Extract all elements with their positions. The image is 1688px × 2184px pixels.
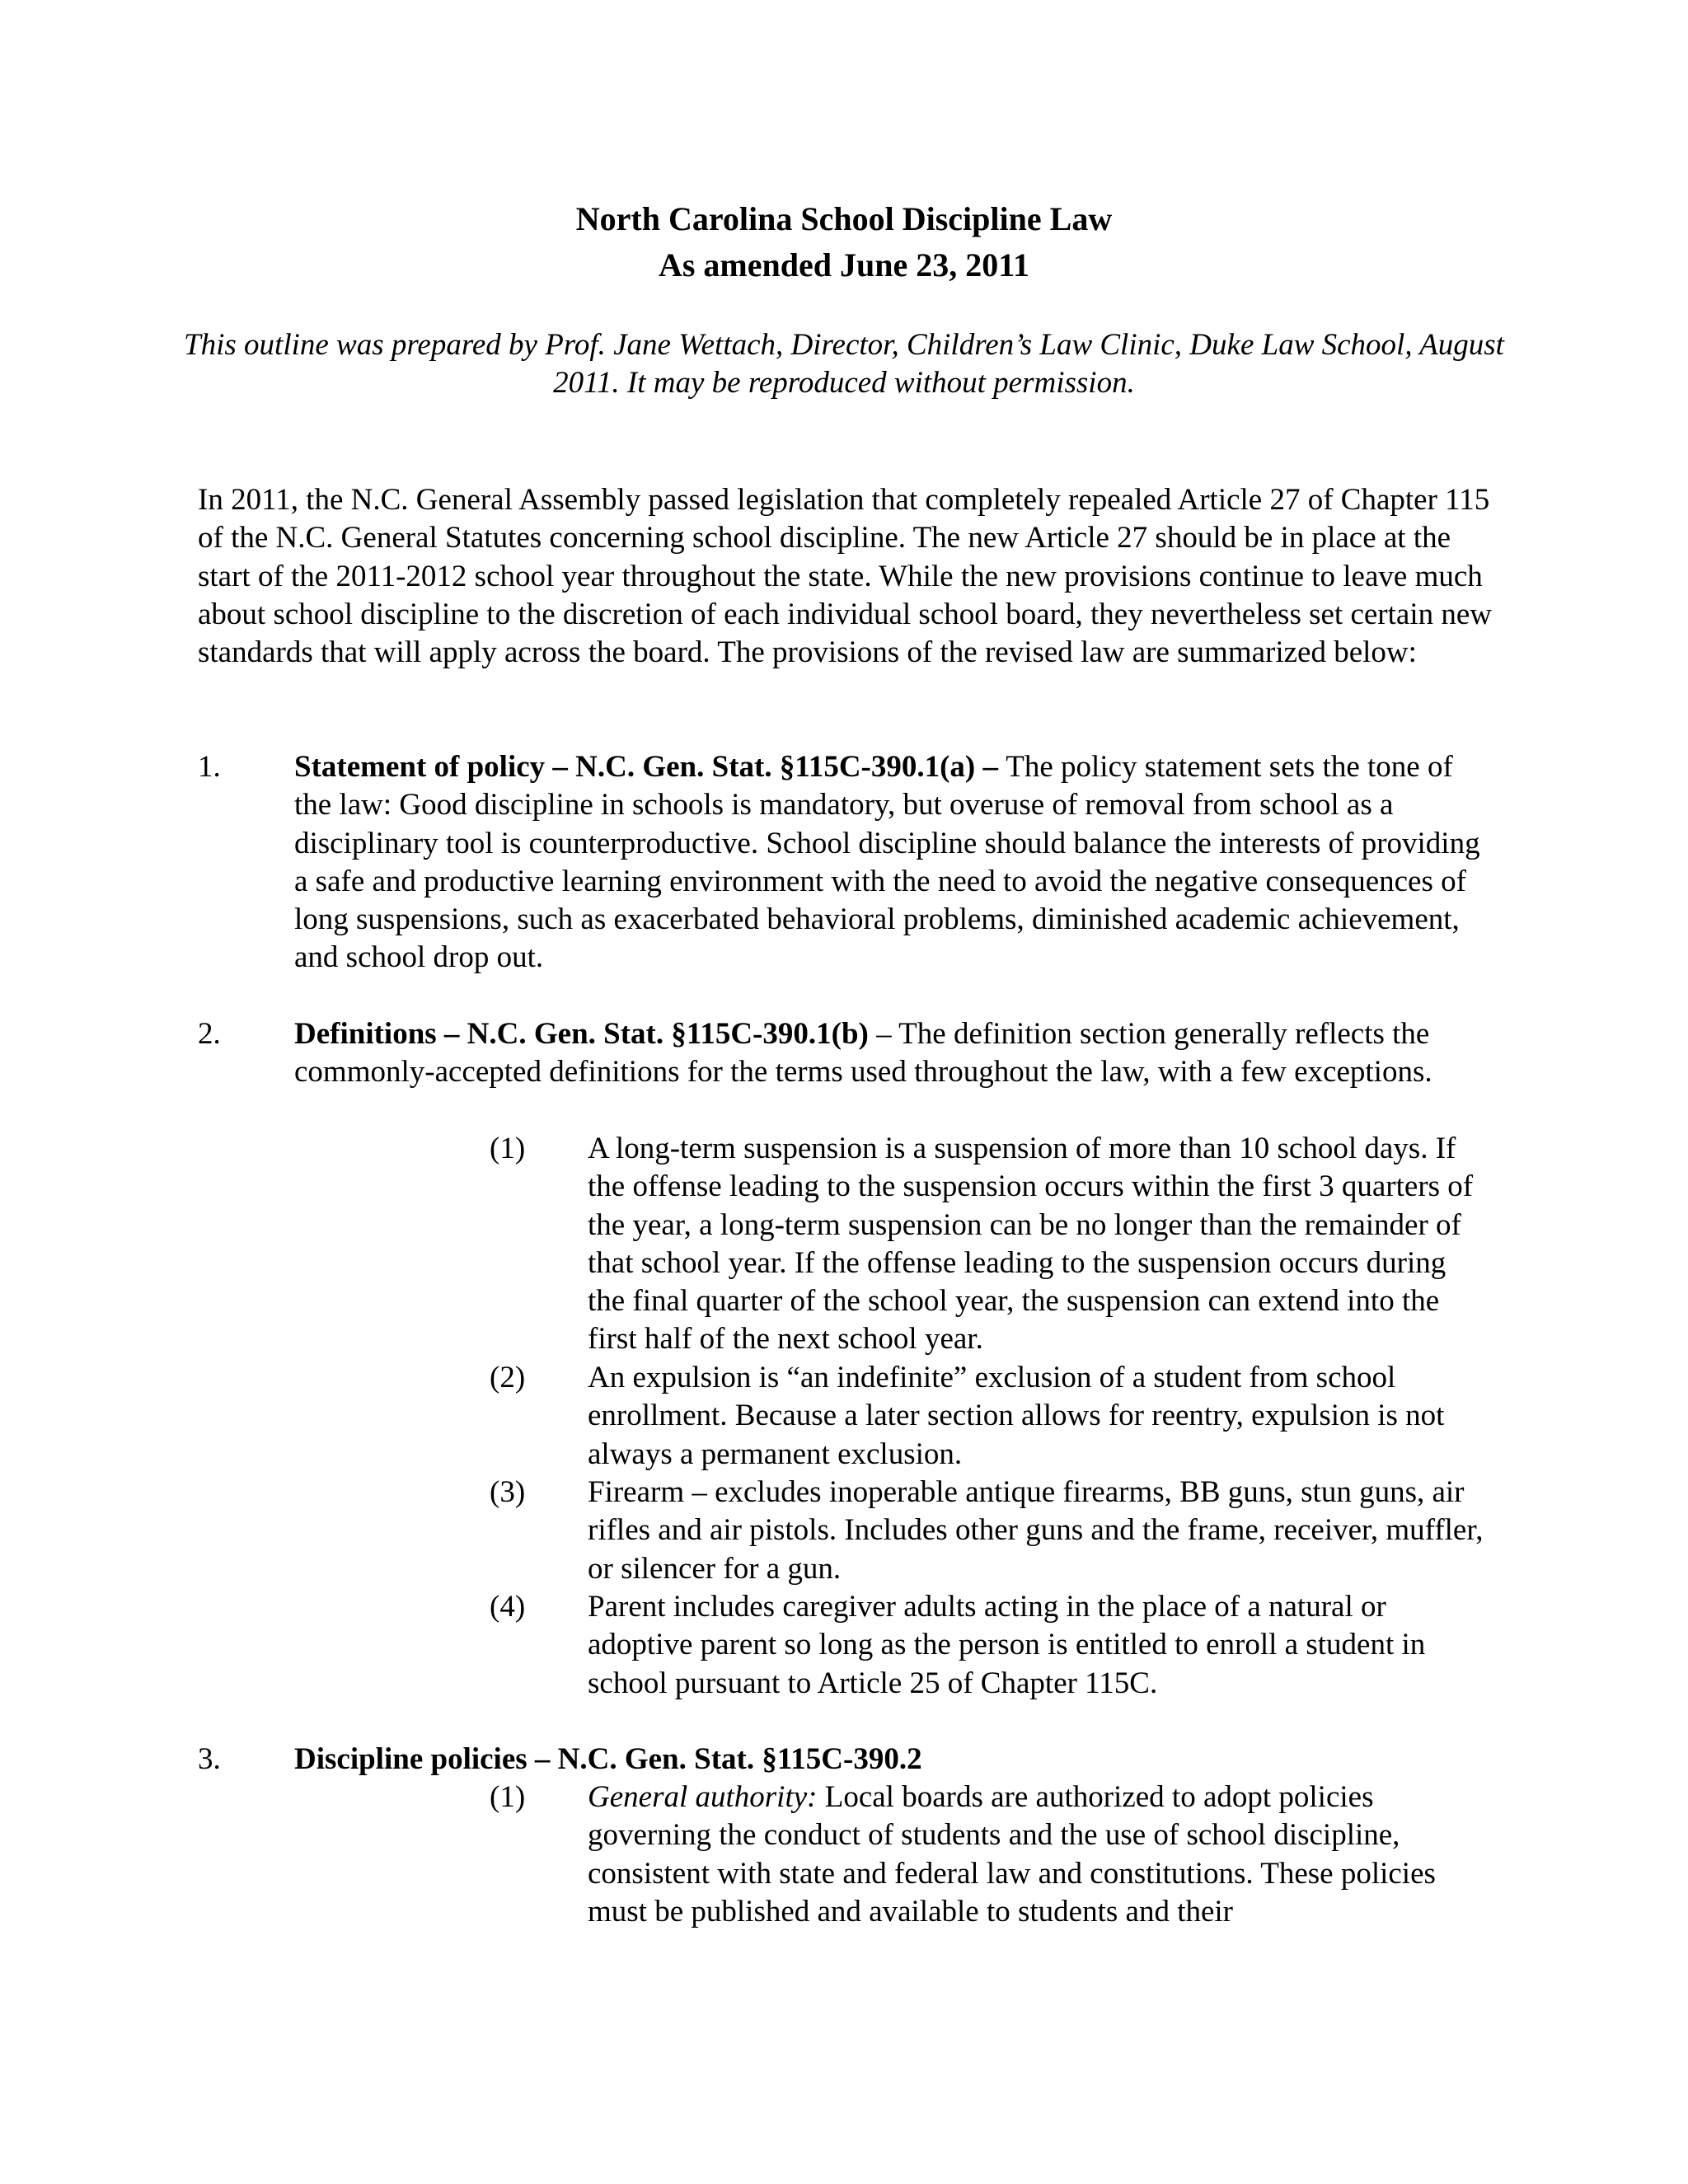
- item-definitions: [294, 1015, 1485, 1092]
- item-heading: Discipline policies – N.C. Gen. Stat. §115C-390.2: [294, 1742, 922, 1776]
- subitem-number: (3): [490, 1475, 526, 1509]
- subitem-number: (1): [490, 1132, 526, 1165]
- prepared-by-note: This outline was prepared by Prof. Jane Wettach, Director, Children’s Law Clinic, Duke Law School, August 2011. It may be reproduced without permission.: [184, 328, 1504, 400]
- subitem-number: (1): [490, 1780, 526, 1814]
- item-number: 1.: [198, 750, 221, 784]
- subitem-number: (4): [490, 1590, 526, 1624]
- subitem-general-authority: [588, 1779, 1488, 1931]
- item-text: The policy statement sets the tone of the law: Good discipline in schools is mandatory, but overuse of removal from school as a disciplinary tool is counterproductive. School discipline should balance the interests of providing a safe and productive learning environment with the need to avoid the negative consequences of long suspensions, such as exacerbated behavioral problems, diminished academic achievement, and school drop out.: [294, 750, 1480, 975]
- item-statement-of-policy: [294, 748, 1485, 977]
- subitem-firearm: Firearm – excludes inoperable antique firearms, BB guns, stun guns, air rifles and air pistols. Includes other guns and the frame, receiver, muffler, or silencer for a gun.: [588, 1475, 1484, 1586]
- document-subtitle: As amended June 23, 2011: [658, 246, 1030, 284]
- subitem-number: (2): [490, 1361, 526, 1394]
- subitem-parent: Parent includes caregiver adults acting in the place of a natural or adoptive parent so long as the person is entitled to enroll a student in school pursuant to Article 25 of Chapter 115C.: [588, 1590, 1426, 1700]
- subitem-long-term-suspension: A long-term suspension is a suspension of more than 10 school days. If the offense leading to the suspension occurs within the first 3 quarters of the year, a long-term suspension can be no longer than the remainder of that school year. If the offense leading to the suspension occurs during the final quarter of the school year, the suspension can extend into the first half of the next school year.: [588, 1132, 1474, 1357]
- subitem-text: Local boards are authorized to adopt policies governing the conduct of students and the use of school discipline, consistent with state and federal law and constitutions. These policies must be published and available to students and their: [588, 1780, 1436, 1929]
- item-text: – The definition section generally reflects the commonly-accepted definitions for the terms used throughout the law, with a few exceptions.: [294, 1017, 1432, 1090]
- item-heading: Statement of policy – N.C. Gen. Stat. §115C-390.1(a) –: [294, 750, 1006, 784]
- item-number: 3.: [198, 1742, 221, 1776]
- document-title: North Carolina School Discipline Law: [575, 200, 1113, 237]
- subitem-expulsion: An expulsion is “an indefinite” exclusion of a student from school enrollment. Because a later section allows for reentry, expulsion is not always a permanent exclusion.: [588, 1361, 1445, 1471]
- item-heading: Definitions – N.C. Gen. Stat. §115C-390.1(b): [294, 1017, 869, 1051]
- item-number: 2.: [198, 1017, 221, 1051]
- item-discipline-policies: [294, 1741, 1485, 1779]
- intro-paragraph: In 2011, the N.C. General Assembly passed legislation that completely repealed Article 27 of Chapter 115 of the N.C. General Statutes concerning school discipline. The new Article 27 should be in place at the start of the 2011-2012 school year throughout the state. While the new provisions continue to leave much about school discipline to the discretion of each individual school board, they nevertheless set certain new standards that will apply across the board. The provisions of the revised law are summarized below:: [198, 483, 1492, 670]
- subitem-lead: General authority:: [588, 1780, 818, 1814]
